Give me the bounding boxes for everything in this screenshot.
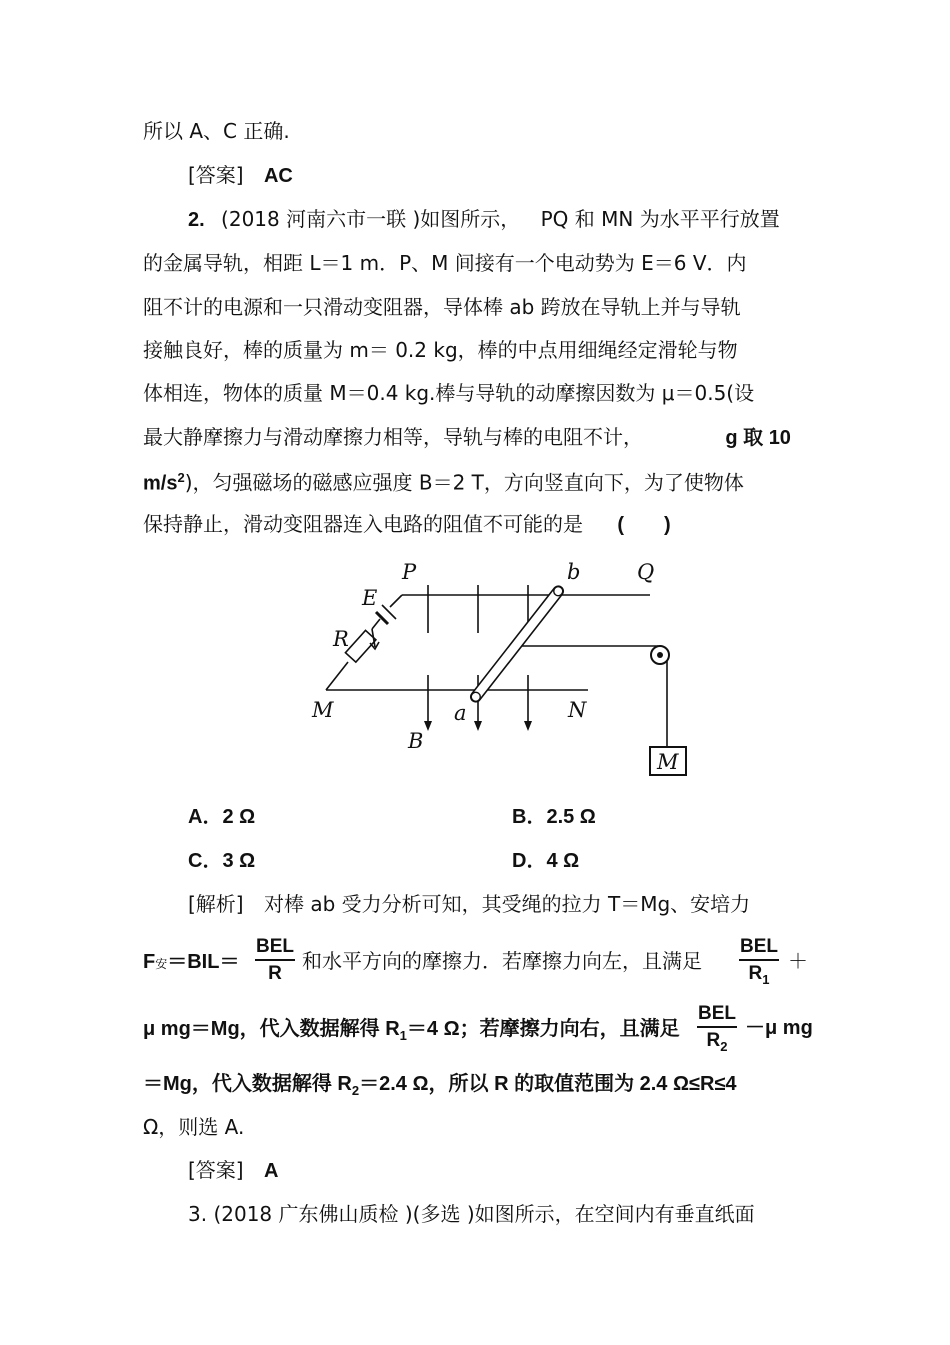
analysis-tag: [解析] [188,892,244,916]
text-line: 的金属导轨，相距 L＝1 m．P、M 间接有一个电动势为 E＝6 V．内 [143,251,747,275]
label-q: Q [637,560,655,584]
label-p: P [402,560,417,584]
analysis-text: ＝Mg，代入数据解得 R [143,1073,352,1095]
text-line: 阻不计的电源和一只滑动变阻器，导体棒 ab 跨放在导轨上并与导轨 [143,295,741,319]
subscript: 1 [762,971,770,987]
label-m: M [312,698,334,722]
analysis-line [143,951,239,972]
superscript: 2 [177,470,185,485]
label-a: a [454,701,467,725]
fraction-numerator: BEL [697,1003,737,1028]
unit-text: m/s [143,472,178,495]
subscript: 1 [399,1028,407,1043]
text-segment: 最大静摩擦力与滑动摩擦力相等，导轨与棒的电阻不计， [143,425,643,449]
text-line: 所以 A、C 正确. [143,119,290,143]
label-b: b [567,560,581,584]
fraction [255,936,295,985]
analysis-line [188,894,750,914]
symbol: R [748,963,763,984]
question-text: PQ 和 MN 为水平平行放置 [540,207,780,231]
symbol: F [143,951,156,973]
analysis-text: －μ mg [745,1017,813,1039]
fraction [697,1003,737,1054]
rod-ab [469,584,566,704]
fraction [739,936,779,987]
answer-tag: [答案] [188,163,244,187]
analysis-text: ＝2.4 Ω，所以 R 的取值范围为 2.4 Ω≤R≤4 [359,1073,737,1095]
label-b-field: B [408,729,424,753]
subscript: 2 [351,1083,360,1098]
label-r: R [333,627,349,651]
option-a: A．2 Ω [188,806,256,828]
text-segment: g 取 10 [725,427,791,449]
text-line [143,514,671,535]
question-header [188,209,780,230]
answer-line [188,1160,278,1181]
answer-blank: ( ) [617,514,671,536]
fraction-denominator: R [268,963,282,984]
question-source: (2018 河南六市一联 )如图所示， [221,207,521,231]
analysis-text: 和水平方向的摩擦力．若摩擦力向左，且满足 [302,949,702,973]
label-mass: M [657,750,679,774]
analysis-line [143,1073,737,1097]
text-line: 接触良好，棒的质量为 m＝ 0.2 kg，棒的中点用细绳经定滑轮与物 [143,338,738,362]
label-n: N [568,698,587,722]
analysis-text: μ mg＝Mg，代入数据解得 R [143,1018,400,1040]
answer-line [188,165,293,186]
text-segment: 保持静止，滑动变阻器连入电路的阻值不可能的是 [143,512,583,536]
question-number: 2. [188,209,205,231]
text-segment: )，匀强磁场的磁感应强度 B＝2 T，方向竖直向下，为了使物体 [184,470,744,495]
option-c: C．3 Ω [188,850,256,872]
analysis-line [143,1018,680,1042]
answer-value: A [263,1160,279,1182]
subscript: 安 [155,957,168,971]
fraction-denominator [739,961,779,987]
circuit-figure [300,555,700,795]
subscript: 2 [720,1038,728,1054]
analysis-text: 对棒 ab 受力分析可知，其受绳的拉力 T＝Mg、安培力 [263,892,751,916]
label-e: E [362,586,378,610]
answer-tag: [答案] [188,1158,244,1182]
question-header: 3. (2018 广东佛山质检 )(多选 )如图所示，在空间内有垂直纸面 [188,1202,755,1226]
text-line: 体相连，物体的质量 M＝0.4 kg.棒与导轨的动摩擦因数为 μ＝0.5(设 [143,381,755,405]
text-line [143,427,791,448]
fraction-numerator: BEL [255,936,295,961]
analysis-text: ＝4 Ω；若摩擦力向右，且满足 [406,1018,680,1040]
answer-value: AC [263,165,293,187]
analysis-line: Ω，则选 A. [143,1115,245,1139]
text-line [143,471,744,494]
analysis-text: ＋ [788,949,808,973]
equation: ＝BIL＝ [167,951,240,973]
option-d: D．4 Ω [512,850,580,872]
fraction-numerator: BEL [739,936,779,961]
fraction-denominator [697,1028,737,1054]
symbol: R [706,1030,721,1051]
option-b: B．2.5 Ω [512,806,596,828]
